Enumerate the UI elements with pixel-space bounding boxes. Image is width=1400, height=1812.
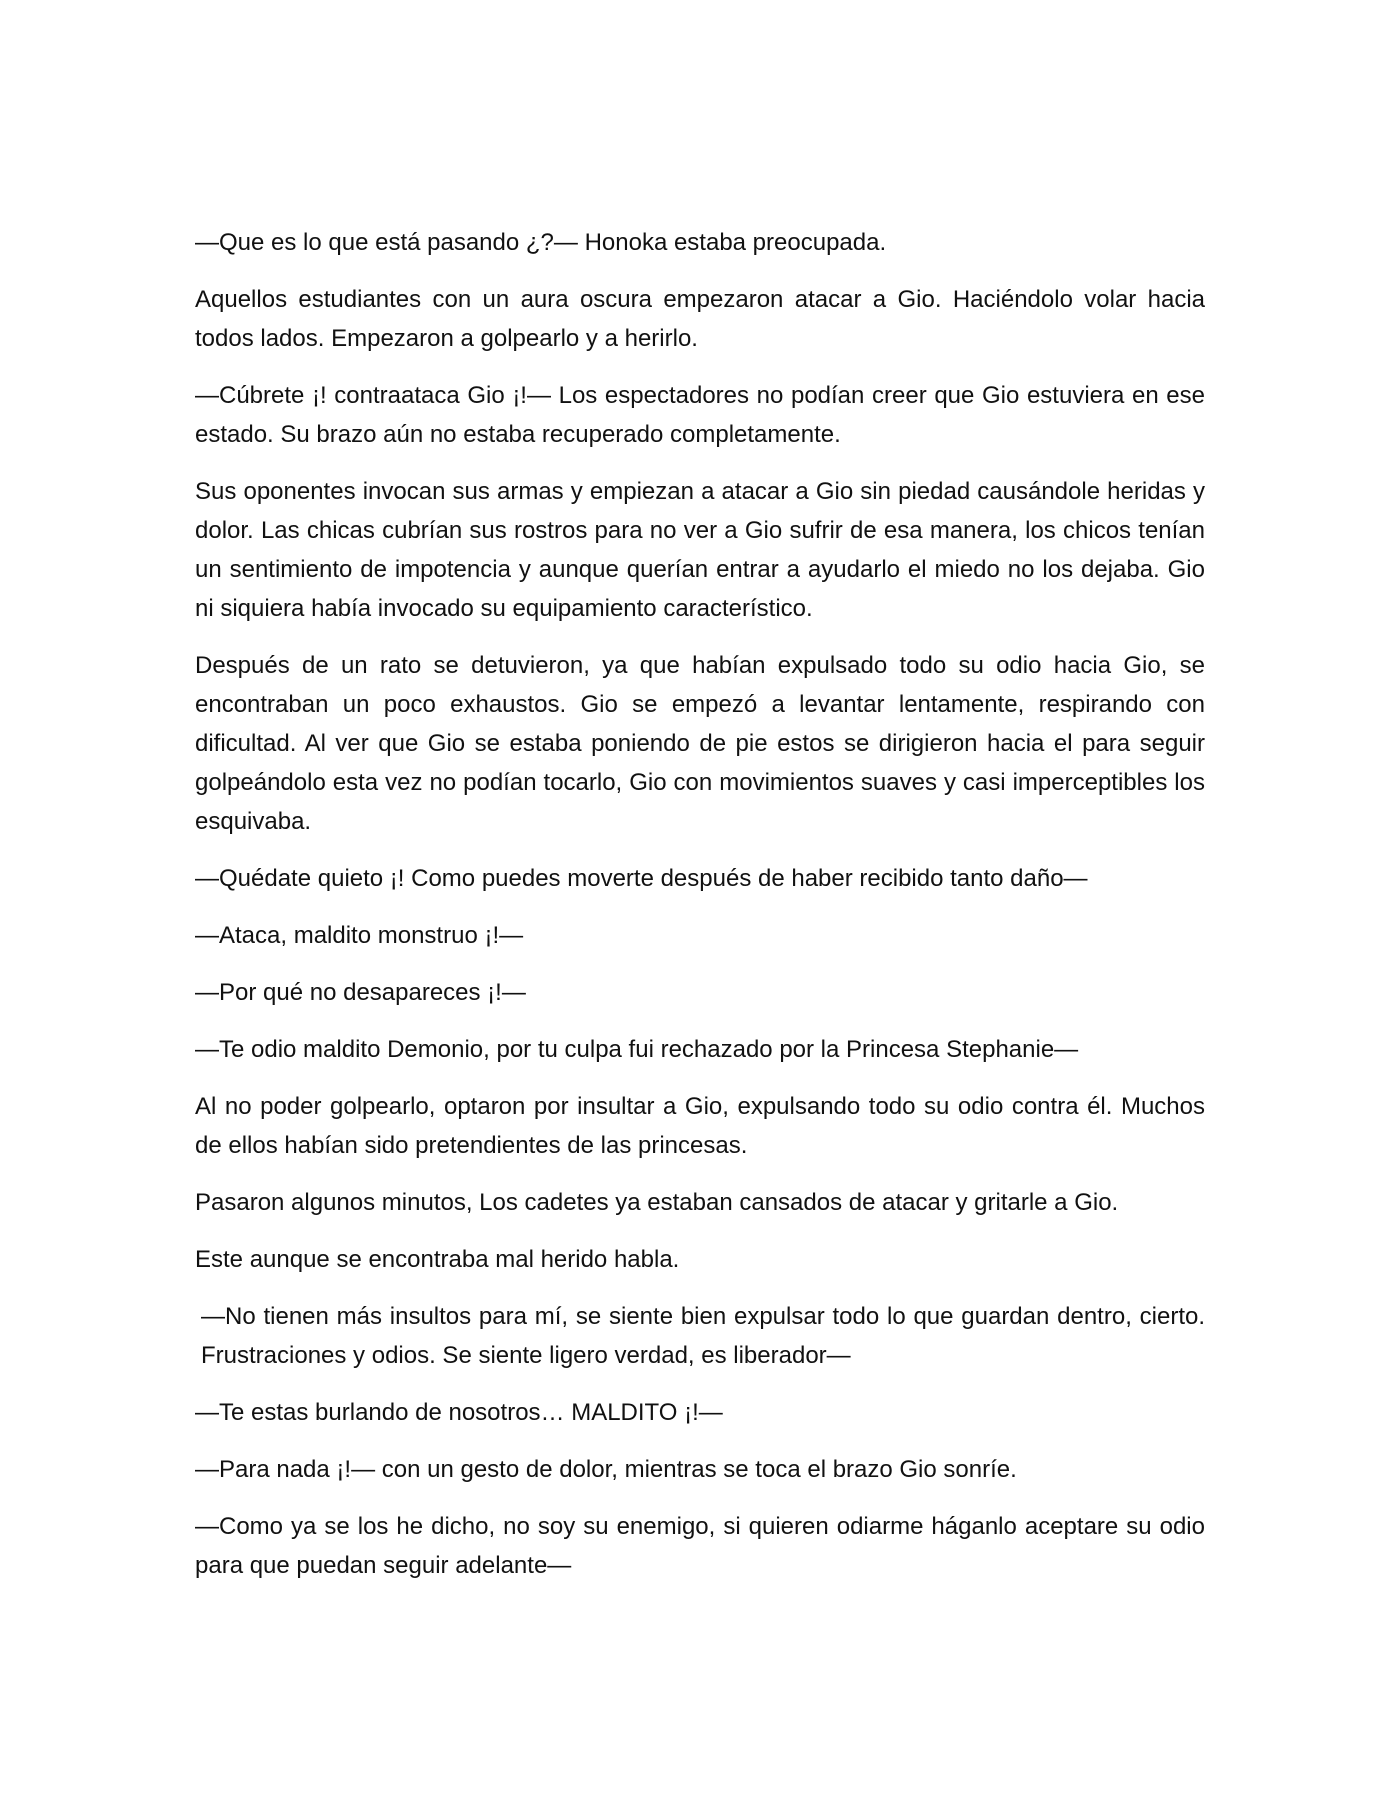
- paragraph-pasaron-minutos: Pasaron algunos minutos, Los cadetes ya estaban cansados de atacar y gritarle a Gio.: [195, 1189, 1119, 1216]
- paragraph-no-tienen-insultos: —No tienen más insultos para mí, se siente bien expulsar todo lo que guardan dentro, cierto. Frustraciones y odios. Se siente ligero verdad, es liberador—: [201, 1303, 1205, 1369]
- paragraph-students-attack: Aquellos estudiantes con un aura oscura empezaron atacar a Gio. Haciéndolo volar hacia todos lados. Empezaron a golpearlo y a herirlo.: [195, 286, 1205, 352]
- paragraph-desapareces: —Por qué no desapareces ¡!—: [195, 979, 526, 1006]
- document-body: [195, 223, 1205, 1603]
- paragraph-este-habla: Este aunque se encontraba mal herido habla.: [195, 1246, 680, 1273]
- paragraph-insultar: Al no poder golpearlo, optaron por insultar a Gio, expulsando todo su odio contra él. Muchos de ellos habían sido pretendientes de las princesas.: [195, 1093, 1205, 1159]
- paragraph-cubrete: —Cúbrete ¡! contraataca Gio ¡!— Los espectadores no podían creer que Gio estuviera en ese estado. Su brazo aún no estaba recuperado completamente.: [195, 382, 1205, 448]
- paragraph-honoka-question: —Que es lo que está pasando ¿?— Honoka estaba preocupada.: [195, 229, 887, 256]
- paragraph-quedate-quieto: —Quédate quieto ¡! Como puedes moverte después de haber recibido tanto daño—: [195, 865, 1088, 892]
- paragraph-te-odio: —Te odio maldito Demonio, por tu culpa fui rechazado por la Princesa Stephanie—: [195, 1036, 1079, 1063]
- paragraph-para-nada: —Para nada ¡!— con un gesto de dolor, mientras se toca el brazo Gio sonríe.: [195, 1456, 1017, 1483]
- paragraph-burlando: —Te estas burlando de nosotros… MALDITO ¡!—: [195, 1399, 723, 1426]
- paragraph-opponents-weapons: Sus oponentes invocan sus armas y empiezan a atacar a Gio sin piedad causándole heridas y dolor. Las chicas cubrían sus rostros para no ver a Gio sufrir de esa manera, los chicos tenían un sentimiento de impotencia y aunque querían entrar a ayudarlo el miedo no los dejaba. Gio ni siquiera había invocado su equipamiento característico.: [195, 478, 1205, 622]
- paragraph-no-soy-enemigo: —Como ya se los he dicho, no soy su enemigo, si quieren odiarme háganlo aceptare su odio para que puedan seguir adelante—: [195, 1513, 1205, 1579]
- paragraph-ataca-monstruo: —Ataca, maldito monstruo ¡!—: [195, 922, 524, 949]
- paragraph-after-a-while: Después de un rato se detuvieron, ya que habían expulsado todo su odio hacia Gio, se encontraban un poco exhaustos. Gio se empezó a levantar lentamente, respirando con dificultad. Al ver que Gio se estaba poniendo de pie estos se dirigieron hacia el para seguir golpeándolo esta vez no podían tocarlo, Gio con movimientos suaves y casi imperceptibles los esquivaba.: [195, 652, 1205, 835]
